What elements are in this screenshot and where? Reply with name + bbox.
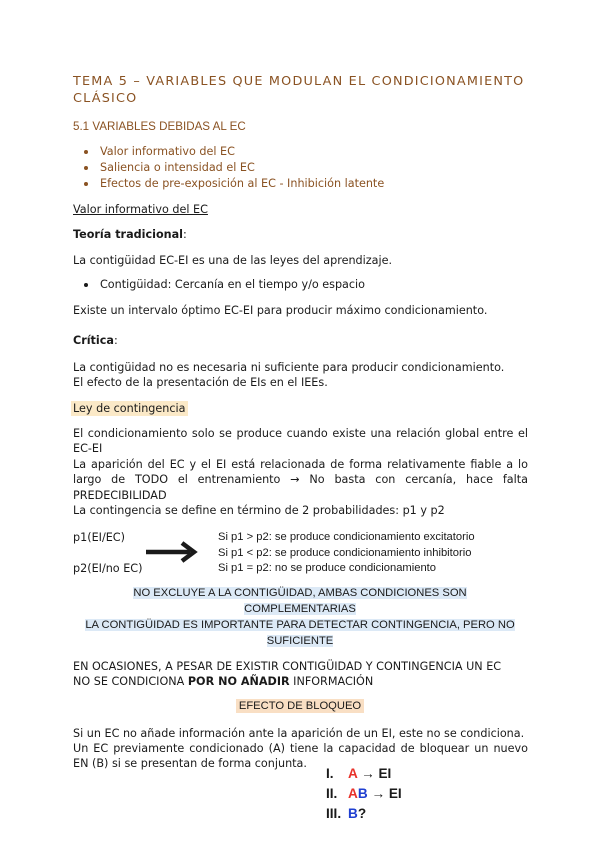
intervalo-sentence: Existe un intervalo óptimo EC-EI para producir máximo condicionamiento. [73,304,488,317]
step-result: ? [357,806,367,821]
critica-label: Crítica [73,334,114,347]
step-result: EI [388,786,402,801]
bloqueo-para1: Si un EC no añade información ante la aparición de un EI, este no se condiciona. [73,727,525,740]
stimulus-a: A [348,766,358,781]
contiguidad-list [73,277,365,293]
right-arrow-icon [146,541,204,563]
list-item: Contigüidad: Cercanía en el tiempo y/o espacio [73,277,365,293]
page-title-line1: TEMA 5 – VARIABLES QUE MODULAN EL CONDICIONAMIENTO [73,74,525,89]
critica-colon: : [113,334,118,347]
block-step [326,764,402,784]
p1-label: p1(EI/EC) [73,531,125,544]
step-numeral: III. [326,806,342,821]
highlight2-line1: LA CONTIGÜIDAD ES IMPORTANTE PARA DETECTAR CONTINGENCIA, PERO NO [85,619,515,631]
conditions-list [218,530,475,577]
teoria-colon: : [182,228,187,241]
section-list [73,144,384,192]
list-item: Saliencia o intensidad el EC [73,160,384,176]
page-title-line2: CLÁSICO [73,91,138,106]
page-title [73,73,529,107]
condition-excitatorio: Si p1 > p2: se produce condicionamiento excitatorio [218,531,475,543]
highlight1-line2: COMPLEMENTARIAS [244,603,356,615]
block-step [326,804,402,824]
block-step [326,784,402,804]
ocasiones-post: INFORMACIÓN [289,675,374,688]
p2-label: p2(EI/no EC) [73,562,143,575]
ley-heading-text: Ley de contingencia [73,402,186,415]
ocasiones-pre: NO SE CONDICIONA [73,675,188,688]
step-result: EI [378,766,392,781]
list-item: Valor informativo del EC [73,144,384,160]
stimulus-b: B [357,786,368,801]
ocasiones-bold: POR NO AÑADIR [187,675,290,688]
block-steps [326,764,402,824]
critica-line2: El efecto de la presentación de EIs en el IEEs. [73,376,328,389]
bloqueo-para2: Un EC previamente condicionado (A) tiene la capacidad de bloquear un nuevo EN (B) si se presentan de forma conjunta. [73,742,528,771]
critica-line1: La contigüidad no es necesaria ni suficiente para producir condicionamiento. [73,361,505,374]
ley-para3: La contingencia se define en término de 2 probabilidades: p1 y p2 [73,504,445,517]
condition-inhibitorio: Si p1 < p2: se produce condicionamiento inhibitorio [218,546,472,559]
valor-heading: Valor informativo del EC [73,203,208,216]
teoria-heading [73,227,187,242]
bloqueo-heading [60,698,540,714]
ocasiones-line2 [73,674,373,689]
critica-heading [73,333,118,348]
arrow-icon: → [371,786,386,801]
teoria-label: Teoría tradicional [73,228,183,241]
ocasiones-line1: EN OCASIONES, A PESAR DE EXISTIR CONTIGÜIDAD Y CONTINGENCIA UN EC [73,660,502,673]
stimulus-b: B [348,806,358,821]
ley-para2: La aparición del EC y el EI está relacionada de forma relativamente fiable a lo largo de TODO el entrenamiento → No basta con cercanía, hace falta PREDECIBILIDAD [73,458,528,502]
ley-para1: El condicionamiento solo se produce cuando existe una relación global entre el EC-EI [73,427,528,456]
condition-ninguno: Si p1 = p2: no se produce condicionamiento [218,562,436,574]
step-numeral: I. [326,766,334,781]
stimulus-a: A [348,786,358,801]
highlight1-line1: NO EXCLUYE A LA CONTIGÜIDAD, AMBAS CONDICIONES SON [133,587,467,599]
step-numeral: II. [326,786,338,801]
section-heading: 5.1 VARIABLES DEBIDAS AL EC [73,120,246,133]
list-item: Efectos de pre-exposición al EC - Inhibición latente [73,176,384,192]
bloqueo-heading-text: EFECTO DE BLOQUEO [236,699,364,713]
contiguidad-sentence: La contigüidad EC-EI es una de las leyes del aprendizaje. [73,254,393,267]
highlight-complementarias [60,585,540,617]
ley-heading [71,401,188,416]
highlight2-line2: SUFICIENTE [266,635,334,647]
highlight-suficiente [60,617,540,649]
arrow-icon: → [361,766,375,781]
